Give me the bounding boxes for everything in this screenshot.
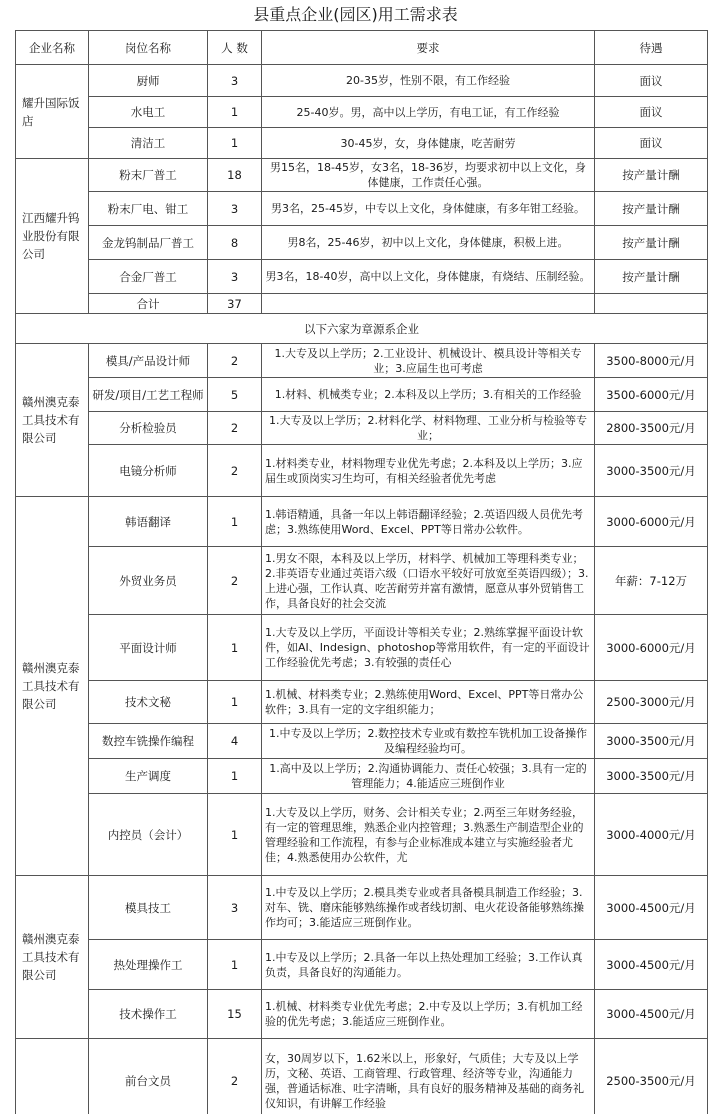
count-cell: 2 (208, 412, 262, 445)
document-title: 县重点企业(园区)用工需求表 (253, 5, 458, 24)
table-row (16, 445, 708, 497)
table-row (16, 990, 708, 1039)
requirement-cell: 1.中专及以上学历；2.具备一年以上热处理加工经验；3.工作认真负责，具备良好的沟通能力。 (262, 940, 595, 990)
treatment-cell: 面议 (595, 128, 708, 159)
count-cell: 3 (208, 192, 262, 226)
requirement-cell: 1.机械、材料类专业；2.熟练使用Word、Excel、PPT等日常办公软件；3.具有一定的文字组织能力； (262, 681, 595, 724)
treatment-cell: 按产量计酬 (595, 192, 708, 226)
requirement-cell: 30-45岁，女，身体健康，吃苦耐劳 (262, 128, 595, 159)
treatment-cell: 2500-3000元/月 (595, 681, 708, 724)
position-cell: 水电工 (89, 97, 208, 128)
table-row (16, 681, 708, 724)
table-row (16, 876, 708, 940)
table-row (16, 378, 708, 412)
requirement-cell: 1.材料、机械类专业；2.本科及以上学历；3.有相关的工作经验 (262, 378, 595, 412)
table-row (16, 759, 708, 794)
position-cell: 数控车铣操作编程 (89, 724, 208, 759)
count-cell: 1 (208, 794, 262, 876)
position-cell: 粉末厂普工 (89, 159, 208, 192)
position-cell: 韩语翻译 (89, 497, 208, 547)
total-label: 合计 (89, 294, 208, 314)
company-name: 江西耀升钨业股份有限公司 (16, 159, 89, 314)
position-cell: 技术操作工 (89, 990, 208, 1039)
position-cell: 清洁工 (89, 128, 208, 159)
table-row (16, 1039, 708, 1114)
position-cell: 模具/产品设计师 (89, 344, 208, 378)
count-cell: 15 (208, 990, 262, 1039)
section-note: 以下六家为章源系企业 (16, 314, 708, 344)
total-count: 37 (208, 294, 262, 314)
table-row (16, 226, 708, 260)
table-row (16, 65, 708, 97)
table-row (16, 794, 708, 876)
table-row (16, 412, 708, 445)
total-row (16, 294, 708, 314)
count-cell: 3 (208, 260, 262, 294)
count-cell: 18 (208, 159, 262, 192)
header-company: 企业名称 (16, 31, 89, 65)
treatment-cell: 3000-4000元/月 (595, 794, 708, 876)
requirement-cell: 男3名，25-45岁，中专以上文化，身体健康，有多年钳工经验。 (262, 192, 595, 226)
table-row (16, 724, 708, 759)
header-count: 人 数 (208, 31, 262, 65)
treatment-cell: 3000-6000元/月 (595, 615, 708, 681)
treatment-cell: 面议 (595, 65, 708, 97)
treatment-cell: 3500-8000元/月 (595, 344, 708, 378)
requirement-cell: 男8名，25-46岁，初中以上文化，身体健康，积极上进。 (262, 226, 595, 260)
table-row (16, 344, 708, 378)
position-cell: 平面设计师 (89, 615, 208, 681)
count-cell: 3 (208, 65, 262, 97)
position-cell: 前台文员 (89, 1039, 208, 1114)
requirement-cell: 1.大专及以上学历，平面设计等相关专业；2.熟练掌握平面设计软件，如AI、Indesign、photoshop等常用软件，有一定的平面设计工作经验优先考虑；3.有较强的责任心 (262, 615, 595, 681)
count-cell: 1 (208, 615, 262, 681)
table-row (16, 940, 708, 990)
count-cell: 8 (208, 226, 262, 260)
count-cell: 2 (208, 344, 262, 378)
table-row (16, 615, 708, 681)
position-cell: 合金厂普工 (89, 260, 208, 294)
treatment-cell: 2800-3500元/月 (595, 412, 708, 445)
position-cell: 研发/项目/工艺工程师 (89, 378, 208, 412)
treatment-cell: 3000-3500元/月 (595, 445, 708, 497)
count-cell: 3 (208, 876, 262, 940)
treatment-cell: 按产量计酬 (595, 159, 708, 192)
table-row (16, 497, 708, 547)
treatment-cell: 3000-3500元/月 (595, 759, 708, 794)
treatment-cell: 3000-3500元/月 (595, 724, 708, 759)
table-row (16, 97, 708, 128)
count-cell: 5 (208, 378, 262, 412)
count-cell: 1 (208, 940, 262, 990)
treatment-cell: 3000-6000元/月 (595, 497, 708, 547)
treatment-cell: 按产量计酬 (595, 260, 708, 294)
treatment-cell: 面议 (595, 97, 708, 128)
treatment-cell: 3000-4500元/月 (595, 990, 708, 1039)
count-cell: 1 (208, 128, 262, 159)
table-row (16, 192, 708, 226)
count-cell: 1 (208, 681, 262, 724)
position-cell: 粉末厂电、钳工 (89, 192, 208, 226)
treatment-cell: 按产量计酬 (595, 226, 708, 260)
company-name: 耀升国际饭店 (16, 65, 89, 159)
treatment-cell: 3000-4500元/月 (595, 876, 708, 940)
position-cell: 外贸业务员 (89, 547, 208, 615)
table-row (16, 547, 708, 615)
requirement-cell: 1.大专及以上学历；2.材料化学、材料物理、工业分析与检验等专业； (262, 412, 595, 445)
requirement-cell: 25-40岁。男，高中以上学历，有电工证，有工作经验 (262, 97, 595, 128)
table-row (16, 260, 708, 294)
count-cell: 1 (208, 759, 262, 794)
header-treatment: 待遇 (595, 31, 708, 65)
treatment-cell: 年薪：7-12万 (595, 547, 708, 615)
position-cell: 内控员（会计） (89, 794, 208, 876)
count-cell: 1 (208, 97, 262, 128)
position-cell: 生产调度 (89, 759, 208, 794)
requirement-cell: 1.男女不限，本科及以上学历，材料学、机械加工等理科类专业；2.非英语专业通过英语六级（口语水平较好可放宽至英语四级）；3.上进心强，工作认真、吃苦耐劳并富有激情，愿意从事外贸销售工作，具备良好的社会交流 (262, 547, 595, 615)
count-cell: 4 (208, 724, 262, 759)
position-cell: 金龙钨制品厂普工 (89, 226, 208, 260)
position-cell: 模具技工 (89, 876, 208, 940)
requirement-cell: 男15名，18-45岁，女3名，18-36岁，均要求初中以上文化，身体健康，工作责任心强。 (262, 159, 595, 192)
requirement-cell: 1.中专及以上学历；2.模具类专业或者具备模具制造工作经验；3.对车、铣、磨床能够熟练操作或者线切割、电火花设备能够熟练操作均可；3.能适应三班倒作业。 (262, 876, 595, 940)
position-cell: 热处理操作工 (89, 940, 208, 990)
treatment-cell: 3500-6000元/月 (595, 378, 708, 412)
count-cell: 2 (208, 1039, 262, 1114)
table-row (16, 159, 708, 192)
position-cell: 电镜分析师 (89, 445, 208, 497)
company-name: 赣州澳克泰工具技术有限公司 (16, 876, 89, 1039)
requirement-cell: 1.高中及以上学历；2.沟通协调能力、责任心较强；3.具有一定的管理能力；4.能适应三班倒作业 (262, 759, 595, 794)
header-position: 岗位名称 (89, 31, 208, 65)
requirement-cell: 女，30周岁以下，1.62米以上，形象好，气质佳；大专及以上学历，文秘、英语、工商管理、行政管理、经济等专业，沟通能力强，普通话标准、吐字清晰，具有良好的服务精神及基础的商务礼仪知识，有讲解工作经验 (262, 1039, 595, 1114)
company-name: 赣州澳克泰工具技术有限公司 (16, 344, 89, 497)
position-cell: 技术文秘 (89, 681, 208, 724)
count-cell: 2 (208, 547, 262, 615)
count-cell: 1 (208, 497, 262, 547)
treatment-cell: 2500-3500元/月 (595, 1039, 708, 1114)
position-cell: 分析检验员 (89, 412, 208, 445)
position-cell: 厨师 (89, 65, 208, 97)
requirement-cell: 1.机械、材料类专业优先考虑；2.中专及以上学历；3.有机加工经验的优先考虑；3.能适应三班倒作业。 (262, 990, 595, 1039)
requirement-cell: 男3名，18-40岁，高中以上文化，身体健康，有烧结、压制经验。 (262, 260, 595, 294)
job-demand-table (15, 30, 708, 1114)
requirement-cell: 1.中专及以上学历；2.数控技术专业或有数控车铣机加工设备操作及编程经验均可。 (262, 724, 595, 759)
treatment-cell: 3000-4500元/月 (595, 940, 708, 990)
table-row (16, 128, 708, 159)
section-row (16, 314, 708, 344)
requirement-cell: 20-35岁，性别不限，有工作经验 (262, 65, 595, 97)
company-name: 赣州澳克泰工具技术有限公司 (16, 497, 89, 876)
header-row (16, 31, 708, 65)
requirement-cell: 1.大专及以上学历，财务、会计相关专业；2.两至三年财务经验，有一定的管理思维，熟悉企业内控管理；3.熟悉生产制造型企业的管理经验和工作流程，有参与企业标准成本建立与实施经验者尤佳；4.熟悉使用办公软件，尤 (262, 794, 595, 876)
company-name (16, 1039, 89, 1114)
header-requirement: 要求 (262, 31, 595, 65)
requirement-cell: 1.材料类专业，材料物理专业优先考虑；2.本科及以上学历；3.应届生或顶岗实习生均可，有相关经验者优先考虑 (262, 445, 595, 497)
empty-cell (262, 294, 595, 314)
requirement-cell: 1.大专及以上学历；2.工业设计、机械设计、模具设计等相关专业；3.应届生也可考虑 (262, 344, 595, 378)
empty-cell (595, 294, 708, 314)
requirement-cell: 1.韩语精通，具备一年以上韩语翻译经验；2.英语四级人员优先考虑；3.熟练使用Word、Excel、PPT等日常办公软件。 (262, 497, 595, 547)
count-cell: 2 (208, 445, 262, 497)
